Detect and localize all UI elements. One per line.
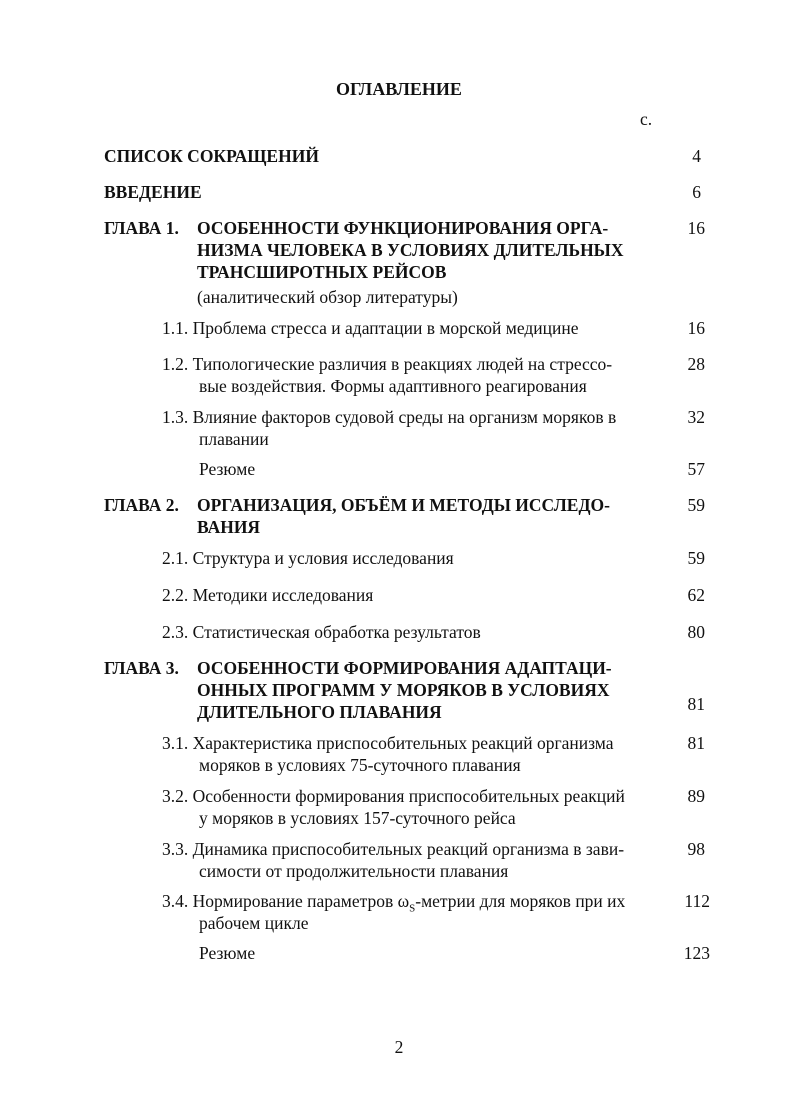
chapter-2-prefix: ГЛАВА 2.	[104, 495, 179, 515]
section-2-3[interactable]: 2.3. Статистическая обработка результатов	[162, 622, 481, 642]
chapter-1-summary[interactable]: Резюме	[199, 459, 256, 479]
chapter-3-summary[interactable]: Резюме	[199, 943, 256, 963]
section-3-3-line-2[interactable]: симости от продолжительности плавания	[199, 861, 509, 881]
toc-entry-introduction[interactable]: ВВЕДЕНИЕ	[104, 182, 202, 202]
section-3-2-page: 89	[687, 786, 705, 806]
section-2-2[interactable]: 2.2. Методики исследования	[162, 585, 374, 605]
section-1-2-line-2[interactable]: вые воздействия. Формы адаптивного реагирования	[199, 376, 587, 396]
section-1-1[interactable]: 1.1. Проблема стресса и адаптации в морской медицине	[162, 318, 579, 338]
chapter-2-title-line-2[interactable]: ВАНИЯ	[197, 517, 261, 537]
section-3-2-line-2[interactable]: у моряков в условиях 157-суточного рейса	[199, 808, 516, 828]
page-title: ОГЛАВЛЕНИЕ	[336, 79, 462, 99]
toc-page-abbreviations: 4	[692, 146, 701, 166]
section-3-3-page: 98	[687, 839, 705, 859]
chapter-1-subtitle: (аналитический обзор литературы)	[197, 287, 458, 307]
section-3-4-text-a: 3.4. Нормирование параметров ω	[162, 891, 410, 911]
chapter-1-title-line-2[interactable]: НИЗМА ЧЕЛОВЕКА В УСЛОВИЯХ ДЛИТЕЛЬНЫХ	[197, 240, 624, 260]
toc-entry-abbreviations[interactable]: СПИСОК СОКРАЩЕНИЙ	[104, 146, 319, 166]
section-3-4-text-b: -метрии для моряков при их	[415, 891, 626, 911]
section-1-2-line-1[interactable]: 1.2. Типологические различия в реакциях людей на стрессо-	[162, 354, 613, 374]
section-3-3-line-1[interactable]: 3.3. Динамика приспособительных реакций организма в зави-	[162, 839, 625, 859]
section-1-2-page: 28	[687, 354, 705, 374]
chapter-3-title-line-1[interactable]: ОСОБЕННОСТИ ФОРМИРОВАНИЯ АДАПТАЦИ-	[197, 658, 612, 678]
section-1-3-line-1[interactable]: 1.3. Влияние факторов судовой среды на организм моряков в	[162, 407, 617, 427]
chapter-3-title-line-3[interactable]: ДЛИТЕЛЬНОГО ПЛАВАНИЯ	[197, 702, 442, 722]
section-1-3-line-2[interactable]: плавании	[199, 429, 269, 449]
section-3-4-page: 112	[684, 891, 710, 911]
toc-page-introduction: 6	[692, 182, 701, 202]
chapter-1-prefix: ГЛАВА 1.	[104, 218, 179, 238]
section-2-1[interactable]: 2.1. Структура и условия исследования	[162, 548, 454, 568]
chapter-1-summary-page: 57	[687, 459, 705, 479]
chapter-2-title-line-1[interactable]: ОРГАНИЗАЦИЯ, ОБЪЁМ И МЕТОДЫ ИССЛЕДО-	[197, 495, 610, 515]
section-3-1-line-2[interactable]: моряков в условиях 75-суточного плавания	[199, 755, 521, 775]
chapter-3-page: 81	[687, 694, 705, 714]
section-2-1-page: 59	[687, 548, 705, 568]
section-2-2-page: 62	[687, 585, 705, 605]
chapter-1-page: 16	[687, 218, 705, 238]
section-3-1-line-1[interactable]: 3.1. Характеристика приспособительных реакций организма	[162, 733, 614, 753]
section-3-4-line-2[interactable]: рабочем цикле	[199, 913, 309, 933]
section-1-1-page: 16	[687, 318, 705, 338]
chapter-3-title-line-2[interactable]: ОННЫХ ПРОГРАММ У МОРЯКОВ В УСЛОВИЯХ	[197, 680, 610, 700]
chapter-1-title-line-3[interactable]: ТРАНСШИРОТНЫХ РЕЙСОВ	[197, 262, 447, 282]
footer-page-number: 2	[394, 1037, 404, 1057]
chapter-3-prefix: ГЛАВА 3.	[104, 658, 179, 678]
section-3-1-page: 81	[687, 733, 705, 753]
chapter-1-title-line-1[interactable]: ОСОБЕННОСТИ ФУНКЦИОНИРОВАНИЯ ОРГА-	[197, 218, 609, 238]
page-column-label: с.	[640, 109, 653, 129]
section-3-4-subscript: S	[409, 902, 416, 915]
section-3-2-line-1[interactable]: 3.2. Особенности формирования приспособительных реакций	[162, 786, 625, 806]
section-1-3-page: 32	[687, 407, 705, 427]
section-2-3-page: 80	[687, 622, 705, 642]
chapter-3-summary-page: 123	[683, 943, 710, 963]
chapter-2-page: 59	[687, 495, 705, 515]
